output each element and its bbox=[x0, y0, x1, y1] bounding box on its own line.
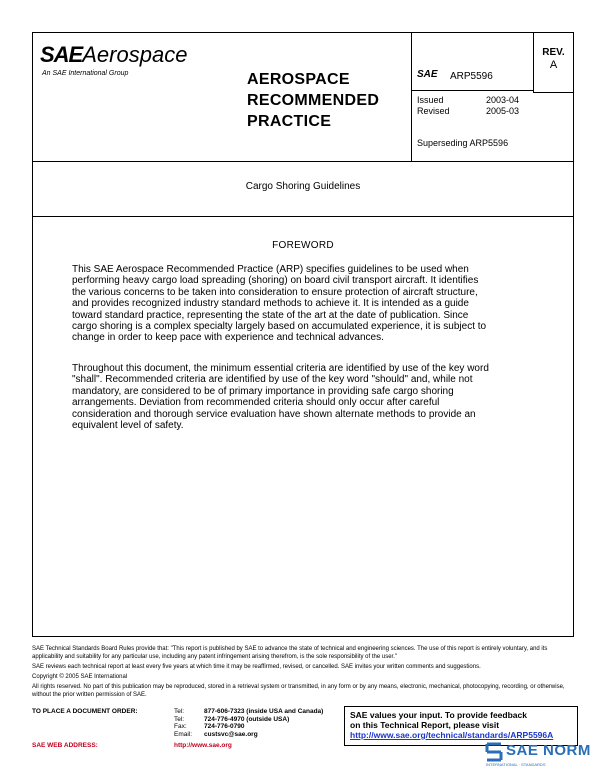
divider bbox=[412, 90, 534, 91]
logo-sae-text: SAE bbox=[40, 42, 83, 67]
contact-row bbox=[174, 708, 323, 716]
document-number: ARP5596 bbox=[450, 71, 493, 82]
feedback-line: on this Technical Report, please visit bbox=[350, 720, 500, 730]
doc-type-line: PRACTICE bbox=[247, 113, 332, 130]
copyright: Copyright © 2005 SAE International bbox=[32, 674, 128, 680]
text-line: performing heavy cargo load spreading (shoring) on board civil transport aircraft. It identifies bbox=[72, 275, 479, 287]
text-line: and provides recognized industry standard methods to achieve it. It is intended as a guide bbox=[72, 298, 469, 310]
superseding-note: Superseding ARP5596 bbox=[417, 138, 509, 148]
document-frame bbox=[32, 32, 574, 637]
foreword-heading: FOREWORD bbox=[272, 240, 334, 251]
contact-row bbox=[174, 723, 323, 731]
text-line: consideration and thorough service evaluation have shown alternate methods to provide an bbox=[72, 408, 476, 420]
text-line: Throughout this document, the minimum essential criteria are identified by use of the key word bbox=[72, 363, 489, 374]
contact-key: Tel: bbox=[174, 708, 185, 715]
legal-footer bbox=[32, 645, 577, 701]
feedback-link[interactable]: http://www.sae.org/technical/standards/ARP5596A bbox=[350, 730, 554, 740]
text-line: This SAE Aerospace Recommended Practice (ARP) specifies guidelines to be used when bbox=[72, 264, 469, 275]
contact-row bbox=[174, 731, 323, 739]
text-line: the various concerns to be taken into consideration to ensure protection of aircraft structure, bbox=[72, 286, 478, 298]
logo-cell bbox=[33, 33, 411, 162]
order-contacts bbox=[174, 708, 323, 738]
contact-row bbox=[174, 716, 323, 724]
doc-type-line: RECOMMENDED bbox=[247, 92, 380, 109]
rev-value: A bbox=[549, 59, 558, 71]
text-line: cargo shoring is a complex specialty largely based on accumulated experience, it is subject to bbox=[72, 321, 487, 333]
board-rules: SAE Technical Standards Board Rules provide that: "This report is published by SAE to advance the state of technical and engineering sciences. The use of this report is entirely voluntary, and its applicability and suitability for any particular use, including any patent infringement arising therefrom, is the sole responsibility of the user." bbox=[32, 646, 548, 660]
text-line: "shall". Recommended criteria are identified by use of the key word "should" and, while not bbox=[72, 374, 473, 386]
web-address-link[interactable]: http://www.sae.org bbox=[174, 742, 232, 749]
foreword-paragraph bbox=[72, 264, 542, 344]
stamp-text: SAE NORM bbox=[506, 742, 591, 759]
text-line: mandatory, are considered to be of primary importance in providing safe cargo shoring bbox=[72, 385, 454, 397]
text-line: arrangements. Deviation from recommended criteria should only occur after careful bbox=[72, 397, 440, 409]
review-note: SAE reviews each technical report at least every five years at which time it may be reaffirmed, revised, or cancelled. SAE invites your written comments and suggestions. bbox=[32, 664, 481, 670]
issued-label: Issued bbox=[417, 95, 444, 105]
sae-mini-logo: SAE bbox=[417, 69, 438, 80]
text-line: change in order to keep pace with experience and technical advances. bbox=[72, 332, 384, 344]
order-label: TO PLACE A DOCUMENT ORDER: bbox=[32, 708, 138, 715]
header-block bbox=[33, 33, 573, 162]
rights-notice: All rights reserved. No part of this publication may be reproduced, stored in a retrieval system or transmitted, in any form or by any means, electronic, mechanical, photocopying, recording, or otherwise, without the prior written permission of SAE. bbox=[32, 684, 565, 698]
issued-value: 2003-04 bbox=[485, 95, 519, 105]
contact-key: Tel: bbox=[174, 715, 185, 723]
document-title: Cargo Shoring Guidelines bbox=[33, 162, 573, 217]
logo-aerospace-text: Aerospace bbox=[82, 42, 188, 67]
contact-email-link[interactable]: custsvc@sae.org bbox=[204, 730, 258, 738]
revised-label: Revised bbox=[417, 106, 450, 116]
stamp-subtext: INTERNATIONAL · STANDARDS bbox=[486, 762, 546, 767]
text-line: equivalent level of safety. bbox=[72, 420, 184, 432]
order-info bbox=[32, 708, 342, 754]
sae-norm-stamp bbox=[484, 740, 591, 770]
sae-aerospace-logo bbox=[40, 42, 187, 68]
document-type bbox=[247, 69, 379, 132]
web-address-label: SAE WEB ADDRESS: bbox=[32, 742, 98, 749]
text-line: toward standard practice, representing the state of the art at the date of publication. Since bbox=[72, 309, 469, 321]
rev-label: REV. bbox=[542, 47, 565, 58]
sae-norm-logo-icon bbox=[484, 740, 506, 764]
doc-type-line: AEROSPACE bbox=[247, 71, 350, 88]
feedback-line: SAE values your input. To provide feedback bbox=[350, 710, 527, 720]
logo-subtitle: An SAE International Group bbox=[42, 70, 129, 77]
foreword-paragraph bbox=[72, 363, 542, 431]
revised-value: 2005-03 bbox=[485, 106, 519, 116]
revision-cell bbox=[533, 33, 573, 93]
contact-key: Fax: bbox=[174, 723, 187, 730]
contact-value: 724-776-0790 bbox=[204, 723, 245, 730]
contact-value: 724-776-4970 (outside USA) bbox=[204, 715, 290, 723]
contact-value: 877-606-7323 (inside USA and Canada) bbox=[204, 708, 324, 715]
document-id-cell bbox=[411, 33, 533, 162]
contact-key: Email: bbox=[174, 730, 193, 738]
